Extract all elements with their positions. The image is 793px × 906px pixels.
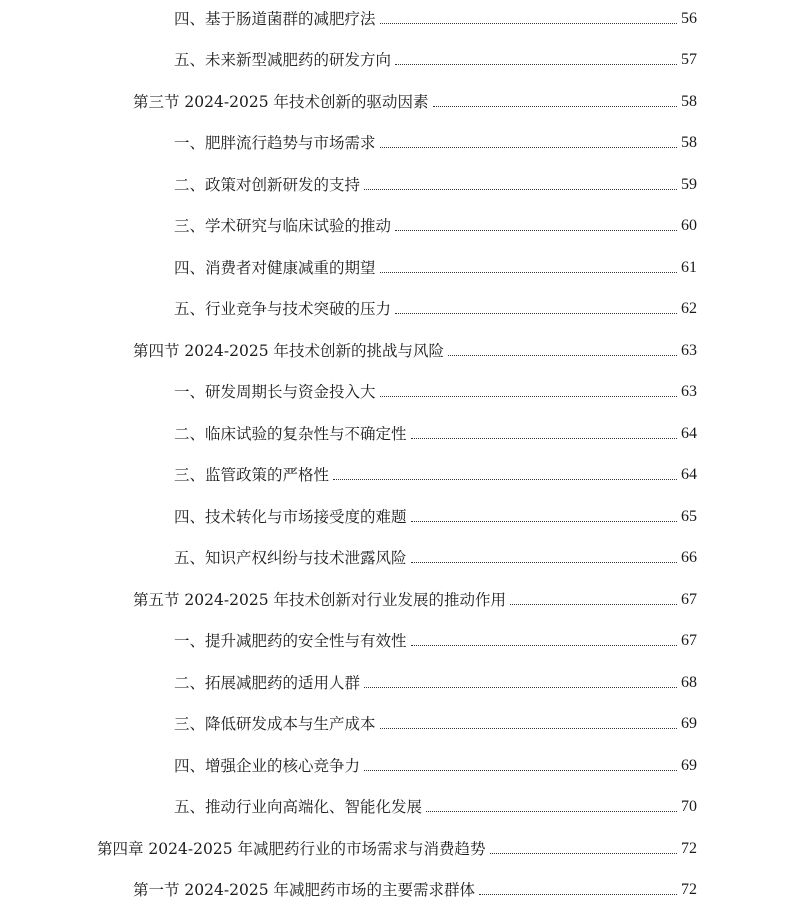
toc-entry[interactable] [0, 378, 697, 402]
toc-leader-dots [448, 355, 677, 356]
toc-page-number: 67 [681, 591, 697, 608]
toc-page-number: 62 [681, 300, 697, 317]
toc-page-number: 63 [681, 383, 697, 400]
toc-page-number: 69 [681, 757, 697, 774]
toc-entry[interactable] [0, 5, 697, 29]
toc-entry-title: 第五节 2024-2025 年技术创新对行业发展的推动作用 [133, 591, 506, 609]
toc-entry-title: 三、监管政策的严格性 [174, 466, 330, 484]
toc-entry[interactable] [0, 669, 697, 693]
toc-entry[interactable] [0, 627, 697, 651]
toc-page-number: 56 [681, 10, 697, 27]
toc-leader-dots [411, 645, 677, 646]
toc-entry-title: 四、基于肠道菌群的减肥疗法 [174, 10, 376, 28]
toc-leader-dots [395, 64, 677, 65]
toc-page-number: 65 [681, 508, 697, 525]
toc-leader-dots [380, 728, 677, 729]
toc-entry[interactable] [0, 752, 697, 776]
toc-leader-dots [479, 894, 677, 895]
toc-page-number: 59 [681, 176, 697, 193]
toc-entry[interactable] [0, 171, 697, 195]
toc-page-number: 69 [681, 715, 697, 732]
toc-entry-title: 第四章 2024-2025 年减肥药行业的市场需求与消费趋势 [97, 840, 486, 858]
toc-leader-dots [380, 147, 677, 148]
toc-entry[interactable] [0, 212, 697, 236]
toc-page-number: 66 [681, 549, 697, 566]
toc-leader-dots [364, 687, 677, 688]
toc-page-number: 70 [681, 798, 697, 815]
toc-page-number: 58 [681, 134, 697, 151]
toc-entry-title: 二、政策对创新研发的支持 [174, 176, 361, 194]
toc-entry-title: 第一节 2024-2025 年减肥药市场的主要需求群体 [133, 881, 475, 899]
toc-entry-title: 五、知识产权纠纷与技术泄露风险 [174, 549, 407, 567]
toc-leader-dots [333, 479, 677, 480]
toc-leader-dots [395, 230, 677, 231]
toc-page-number: 57 [681, 51, 697, 68]
toc-entry[interactable] [0, 420, 697, 444]
toc-entry-title: 五、行业竞争与技术突破的压力 [174, 300, 392, 318]
toc-entry[interactable] [0, 295, 697, 319]
toc-page-number: 60 [681, 217, 697, 234]
toc-entry[interactable] [0, 544, 697, 568]
toc-entry[interactable] [0, 337, 697, 361]
toc-entry-title: 第四节 2024-2025 年技术创新的挑战与风险 [133, 342, 444, 360]
toc-entry-title: 三、降低研发成本与生产成本 [174, 715, 376, 733]
toc-entry[interactable] [0, 793, 697, 817]
toc-leader-dots [364, 770, 677, 771]
toc-leader-dots [411, 562, 677, 563]
toc-leader-dots [510, 604, 677, 605]
toc-entry[interactable] [0, 503, 697, 527]
toc-leader-dots [433, 106, 678, 107]
toc-entry-title: 一、提升减肥药的安全性与有效性 [174, 632, 407, 650]
toc-leader-dots [380, 23, 677, 24]
toc-entry-title: 五、未来新型减肥药的研发方向 [174, 51, 392, 69]
toc-page-number: 72 [681, 881, 697, 898]
toc-entry[interactable] [0, 586, 697, 610]
toc-page-number: 64 [681, 425, 697, 442]
toc-entry[interactable] [0, 710, 697, 734]
toc-page-number: 61 [681, 259, 697, 276]
toc-leader-dots [490, 853, 678, 854]
toc-entry-title: 第三节 2024-2025 年技术创新的驱动因素 [133, 93, 429, 111]
toc-entry[interactable] [0, 46, 697, 70]
toc-entry-title: 二、拓展减肥药的适用人群 [174, 674, 361, 692]
toc-leader-dots [426, 811, 677, 812]
toc-entry-title: 四、增强企业的核心竞争力 [174, 757, 361, 775]
toc-leader-dots [380, 272, 677, 273]
toc-leader-dots [395, 313, 677, 314]
toc-entry[interactable] [0, 835, 697, 859]
toc-entry[interactable] [0, 129, 697, 153]
toc-entry-title: 三、学术研究与临床试验的推动 [174, 217, 392, 235]
toc-entry[interactable] [0, 461, 697, 485]
toc-entry[interactable] [0, 88, 697, 112]
toc-page-number: 67 [681, 632, 697, 649]
toc-leader-dots [380, 396, 677, 397]
toc-page-number: 64 [681, 466, 697, 483]
toc-leader-dots [411, 521, 677, 522]
toc-entry-title: 一、研发周期长与资金投入大 [174, 383, 376, 401]
toc-entry[interactable] [0, 254, 697, 278]
toc-page-number: 58 [681, 93, 697, 110]
toc-page-number: 72 [681, 840, 697, 857]
toc-entry-title: 一、肥胖流行趋势与市场需求 [174, 134, 376, 152]
toc-entry-title: 四、消费者对健康减重的期望 [174, 259, 376, 277]
toc-page-number: 68 [681, 674, 697, 691]
toc-entry-title: 四、技术转化与市场接受度的难题 [174, 508, 407, 526]
toc-leader-dots [364, 189, 677, 190]
toc-entry[interactable] [0, 876, 697, 900]
toc-entry-title: 五、推动行业向高端化、智能化发展 [174, 798, 423, 816]
toc-page-number: 63 [681, 342, 697, 359]
toc-entry-title: 二、临床试验的复杂性与不确定性 [174, 425, 407, 443]
toc-leader-dots [411, 438, 677, 439]
